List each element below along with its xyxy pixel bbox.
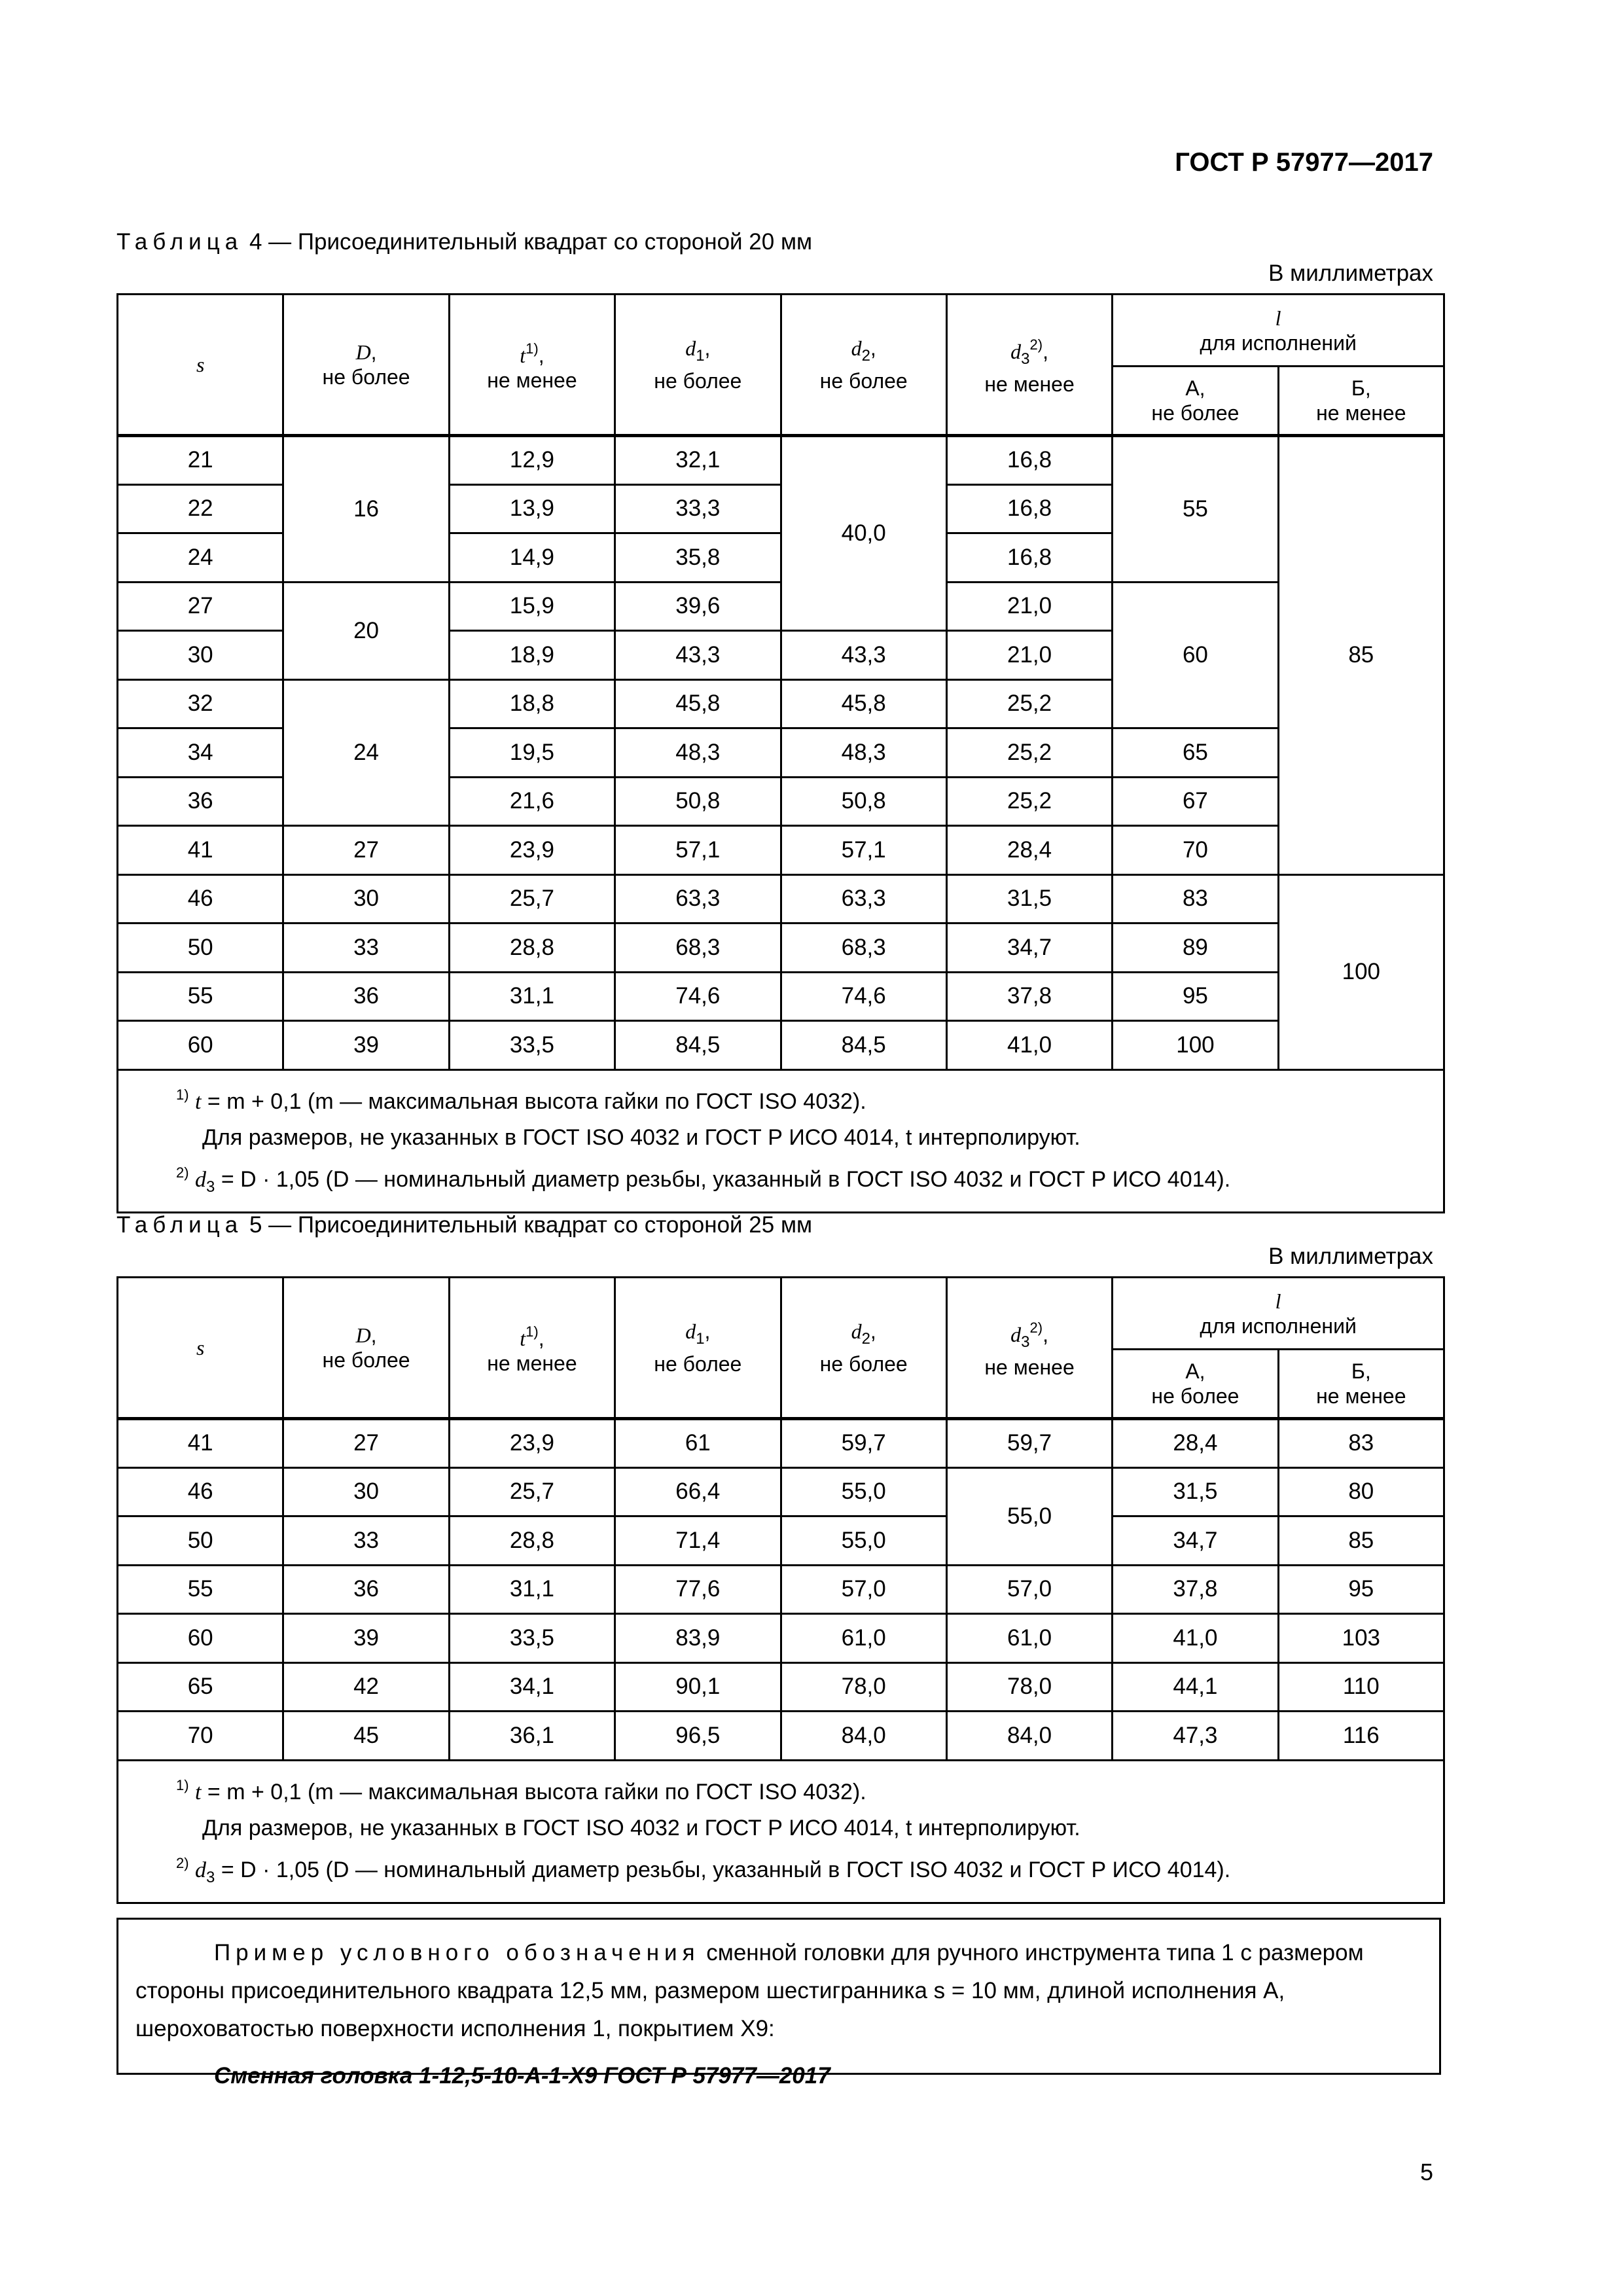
table-cell: 28,4 bbox=[1113, 1419, 1278, 1468]
table-row bbox=[118, 826, 1444, 875]
table-cell: 16 bbox=[283, 436, 449, 583]
table-cell: 80 bbox=[1278, 1467, 1444, 1516]
table-cell: 28,8 bbox=[449, 1516, 615, 1566]
table-cell: 14,9 bbox=[449, 533, 615, 583]
table-row bbox=[118, 874, 1444, 924]
table-cell: 84,5 bbox=[781, 1021, 946, 1070]
table-cell: 95 bbox=[1113, 972, 1278, 1021]
table-cell: 34 bbox=[118, 728, 283, 778]
table-cell: 27 bbox=[283, 826, 449, 875]
col-D-header: D, не более bbox=[283, 1278, 449, 1419]
table-cell: 43,3 bbox=[781, 631, 946, 680]
table-cell: 83,9 bbox=[615, 1614, 781, 1663]
table-cell: 60 bbox=[118, 1021, 283, 1070]
table-row bbox=[118, 972, 1444, 1021]
designation-text: Сменная головка 1-12,5-10-А-1-Х9 ГОСТ Р 57977—2017 bbox=[214, 2063, 830, 2089]
table-cell: 39 bbox=[283, 1614, 449, 1663]
col-d3-header: $d_3^{2)}$, не менее bbox=[946, 295, 1112, 436]
table-cell: 20 bbox=[283, 582, 449, 679]
table-cell: 25,7 bbox=[449, 1467, 615, 1516]
table-cell: 15,9 bbox=[449, 582, 615, 631]
table-cell: 28,4 bbox=[946, 826, 1112, 875]
col-l-header: l для исполнений bbox=[1113, 1278, 1444, 1350]
table-cell: 36 bbox=[283, 972, 449, 1021]
table-row bbox=[118, 1662, 1444, 1712]
col-t-header: $t^{1)}$, не менее bbox=[449, 1278, 615, 1419]
table-cell: 83 bbox=[1113, 874, 1278, 924]
table-cell: 36,1 bbox=[449, 1712, 615, 1761]
table-4 bbox=[116, 293, 1445, 1213]
table-cell: 57,1 bbox=[781, 826, 946, 875]
table-cell: 18,9 bbox=[449, 631, 615, 680]
table5-units: В миллиметрах bbox=[1268, 1244, 1433, 1269]
col-A-header: А, не более bbox=[1113, 367, 1278, 436]
table-cell: 60 bbox=[1113, 582, 1278, 728]
table-cell: 32 bbox=[118, 679, 283, 728]
table-cell: 41,0 bbox=[946, 1021, 1112, 1070]
table-cell: 55 bbox=[118, 972, 283, 1021]
table-cell: 47,3 bbox=[1113, 1712, 1278, 1761]
table-cell: 71,4 bbox=[615, 1516, 781, 1566]
table-cell: 30 bbox=[118, 631, 283, 680]
table-cell: 84,5 bbox=[615, 1021, 781, 1070]
table-cell: 34,1 bbox=[449, 1662, 615, 1712]
page-number: 5 bbox=[1419, 2159, 1433, 2185]
table-cell: 65 bbox=[118, 1662, 283, 1712]
table-cell: 55,0 bbox=[946, 1467, 1112, 1565]
table-cell: 30 bbox=[283, 1467, 449, 1516]
table-row bbox=[118, 1467, 1444, 1516]
table-cell: 16,8 bbox=[946, 484, 1112, 533]
table-cell: 16,8 bbox=[946, 436, 1112, 485]
table-cell: 60 bbox=[118, 1614, 283, 1663]
table-cell: 33,3 bbox=[615, 484, 781, 533]
table-cell: 78,0 bbox=[781, 1662, 946, 1712]
table-cell: 21,6 bbox=[449, 777, 615, 826]
table-cell: 61 bbox=[615, 1419, 781, 1468]
table-cell: 78,0 bbox=[946, 1662, 1112, 1712]
table-cell: 36 bbox=[118, 777, 283, 826]
table-cell: 13,9 bbox=[449, 484, 615, 533]
document-header: ГОСТ Р 57977—2017 bbox=[1175, 148, 1433, 177]
table-cell: 41 bbox=[118, 826, 283, 875]
table-cell: 50 bbox=[118, 924, 283, 973]
table-cell: 63,3 bbox=[781, 874, 946, 924]
table-cell: 85 bbox=[1278, 436, 1444, 875]
table-cell: 44,1 bbox=[1113, 1662, 1278, 1712]
table-cell: 85 bbox=[1278, 1516, 1444, 1566]
table4-caption: Таблица 4 — Присоединительный квадрат со стороной 20 мм bbox=[116, 229, 813, 255]
table-row bbox=[118, 1712, 1444, 1761]
table-cell: 23,9 bbox=[449, 826, 615, 875]
table-cell: 31,5 bbox=[946, 874, 1112, 924]
table-cell: 46 bbox=[118, 874, 283, 924]
table-cell: 42 bbox=[283, 1662, 449, 1712]
table-cell: 32,1 bbox=[615, 436, 781, 485]
col-d3-header: $d_3^{2)}$, не менее bbox=[946, 1278, 1112, 1419]
table5-caption: Таблица 5 — Присоединительный квадрат со стороной 25 мм bbox=[116, 1212, 813, 1238]
designation-example: Пример условного обозначения сменной головки для ручного инструмента типа 1 с размером стороны присоединительного квадрата 12,5 мм, размером шестигранника s = 10 мм, длиной исполнения А, шероховатостью поверхности исполнения 1, покрытием Х9: Сменная головка 1-12,5-10-А-1-Х9 ГОСТ Р 57977—2017 bbox=[116, 1918, 1441, 2075]
table-cell: 39,6 bbox=[615, 582, 781, 631]
table-cell: 61,0 bbox=[946, 1614, 1112, 1663]
table-cell: 103 bbox=[1278, 1614, 1444, 1663]
table-cell: 83 bbox=[1278, 1419, 1444, 1468]
col-d2-header: $d_2$, не более bbox=[781, 1278, 946, 1419]
table-cell: 70 bbox=[118, 1712, 283, 1761]
table-cell: 39 bbox=[283, 1021, 449, 1070]
table-cell: 28,8 bbox=[449, 924, 615, 973]
table-cell: 33 bbox=[283, 924, 449, 973]
table-cell: 67 bbox=[1113, 777, 1278, 826]
table-cell: 37,8 bbox=[946, 972, 1112, 1021]
table-row bbox=[118, 1565, 1444, 1614]
table-cell: 100 bbox=[1113, 1021, 1278, 1070]
col-s-header: s bbox=[118, 1278, 283, 1419]
table-5 bbox=[116, 1276, 1445, 1904]
table-cell: 23,9 bbox=[449, 1419, 615, 1468]
table-cell: 61,0 bbox=[781, 1614, 946, 1663]
table-cell: 68,3 bbox=[615, 924, 781, 973]
table-cell: 41,0 bbox=[1113, 1614, 1278, 1663]
col-D-header: D, не более bbox=[283, 295, 449, 436]
table-cell: 65 bbox=[1113, 728, 1278, 778]
col-d1-header: $d_1$, не более bbox=[615, 1278, 781, 1419]
table-row bbox=[118, 924, 1444, 973]
table-cell: 35,8 bbox=[615, 533, 781, 583]
table-cell: 84,0 bbox=[946, 1712, 1112, 1761]
table4-footnotes: $^{1)}$ t = m + 0,1 (m — максимальная высота гайки по ГОСТ ISO 4032). Для размеров, не указанных в ГОСТ ISO 4032 и ГОСТ Р ИСО 4014, t интерполируют. $^{2)}$ $d_3 = D \cdot 1,05$ (D — номинальный диаметр резьбы, указанный в ГОСТ ISO 4032 и ГОСТ Р ИСО 4014). bbox=[118, 1069, 1444, 1212]
col-B-header: Б, не менее bbox=[1278, 367, 1444, 436]
table-cell: 48,3 bbox=[781, 728, 946, 778]
table-cell: 16,8 bbox=[946, 533, 1112, 583]
table-row bbox=[118, 1021, 1444, 1070]
table-cell: 37,8 bbox=[1113, 1565, 1278, 1614]
table-cell: 33,5 bbox=[449, 1614, 615, 1663]
table-cell: 89 bbox=[1113, 924, 1278, 973]
col-t-header: $t^{1)}$, не менее bbox=[449, 295, 615, 436]
table-cell: 57,1 bbox=[615, 826, 781, 875]
table-cell: 55 bbox=[1113, 436, 1278, 583]
table-cell: 31,5 bbox=[1113, 1467, 1278, 1516]
table-cell: 59,7 bbox=[781, 1419, 946, 1468]
table-cell: 68,3 bbox=[781, 924, 946, 973]
col-s-header: s bbox=[118, 295, 283, 436]
table-cell: 24 bbox=[283, 679, 449, 826]
table-cell: 66,4 bbox=[615, 1467, 781, 1516]
table-cell: 55 bbox=[118, 1565, 283, 1614]
table-cell: 41 bbox=[118, 1419, 283, 1468]
table-cell: 45,8 bbox=[781, 679, 946, 728]
table-cell: 45,8 bbox=[615, 679, 781, 728]
table-cell: 34,7 bbox=[946, 924, 1112, 973]
table-cell: 50,8 bbox=[781, 777, 946, 826]
table-cell: 33 bbox=[283, 1516, 449, 1566]
table-row bbox=[118, 1614, 1444, 1663]
table-cell: 96,5 bbox=[615, 1712, 781, 1761]
table-cell: 31,1 bbox=[449, 972, 615, 1021]
table-row bbox=[118, 1419, 1444, 1468]
table-cell: 21 bbox=[118, 436, 283, 485]
table-cell: 43,3 bbox=[615, 631, 781, 680]
table-cell: 63,3 bbox=[615, 874, 781, 924]
table-cell: 59,7 bbox=[946, 1419, 1112, 1468]
table-cell: 12,9 bbox=[449, 436, 615, 485]
table5-footnotes: $^{1)}$ t = m + 0,1 (m — максимальная высота гайки по ГОСТ ISO 4032). Для размеров, не указанных в ГОСТ ISO 4032 и ГОСТ Р ИСО 4014, t интерполируют. $^{2)}$ $d_3 = D \cdot 1,05$ (D — номинальный диаметр резьбы, указанный в ГОСТ ISO 4032 и ГОСТ Р ИСО 4014). bbox=[118, 1760, 1444, 1903]
table-row bbox=[118, 1516, 1444, 1566]
table-cell: 50,8 bbox=[615, 777, 781, 826]
table-cell: 90,1 bbox=[615, 1662, 781, 1712]
table-cell: 25,2 bbox=[946, 728, 1112, 778]
table-cell: 70 bbox=[1113, 826, 1278, 875]
table-cell: 34,7 bbox=[1113, 1516, 1278, 1566]
table-cell: 74,6 bbox=[615, 972, 781, 1021]
table4-units: В миллиметрах bbox=[1268, 260, 1433, 286]
col-l-header: l для исполнений bbox=[1113, 295, 1444, 367]
table-cell: 19,5 bbox=[449, 728, 615, 778]
table-cell: 25,2 bbox=[946, 679, 1112, 728]
table-cell: 45 bbox=[283, 1712, 449, 1761]
table-cell: 100 bbox=[1278, 874, 1444, 1069]
table-cell: 50 bbox=[118, 1516, 283, 1566]
table-cell: 55,0 bbox=[781, 1467, 946, 1516]
table-cell: 57,0 bbox=[946, 1565, 1112, 1614]
table-cell: 57,0 bbox=[781, 1565, 946, 1614]
table-cell: 18,8 bbox=[449, 679, 615, 728]
table-cell: 25,2 bbox=[946, 777, 1112, 826]
table-cell: 46 bbox=[118, 1467, 283, 1516]
table-cell: 40,0 bbox=[781, 436, 946, 631]
col-d2-header: $d_2$, не более bbox=[781, 295, 946, 436]
table-cell: 30 bbox=[283, 874, 449, 924]
table-cell: 31,1 bbox=[449, 1565, 615, 1614]
table-cell: 110 bbox=[1278, 1662, 1444, 1712]
table-cell: 27 bbox=[283, 1419, 449, 1468]
col-d1-header: $d_1$, не более bbox=[615, 295, 781, 436]
table-cell: 24 bbox=[118, 533, 283, 583]
col-A-header: А, не более bbox=[1113, 1350, 1278, 1419]
col-B-header: Б, не менее bbox=[1278, 1350, 1444, 1419]
table-cell: 74,6 bbox=[781, 972, 946, 1021]
table-cell: 48,3 bbox=[615, 728, 781, 778]
table-cell: 25,7 bbox=[449, 874, 615, 924]
table-cell: 55,0 bbox=[781, 1516, 946, 1566]
table-cell: 116 bbox=[1278, 1712, 1444, 1761]
table-cell: 84,0 bbox=[781, 1712, 946, 1761]
table-cell: 77,6 bbox=[615, 1565, 781, 1614]
table-cell: 21,0 bbox=[946, 582, 1112, 631]
table-cell: 27 bbox=[118, 582, 283, 631]
table-cell: 33,5 bbox=[449, 1021, 615, 1070]
table-cell: 95 bbox=[1278, 1565, 1444, 1614]
table-cell: 21,0 bbox=[946, 631, 1112, 680]
table-cell: 36 bbox=[283, 1565, 449, 1614]
table-row bbox=[118, 436, 1444, 485]
table-cell: 22 bbox=[118, 484, 283, 533]
